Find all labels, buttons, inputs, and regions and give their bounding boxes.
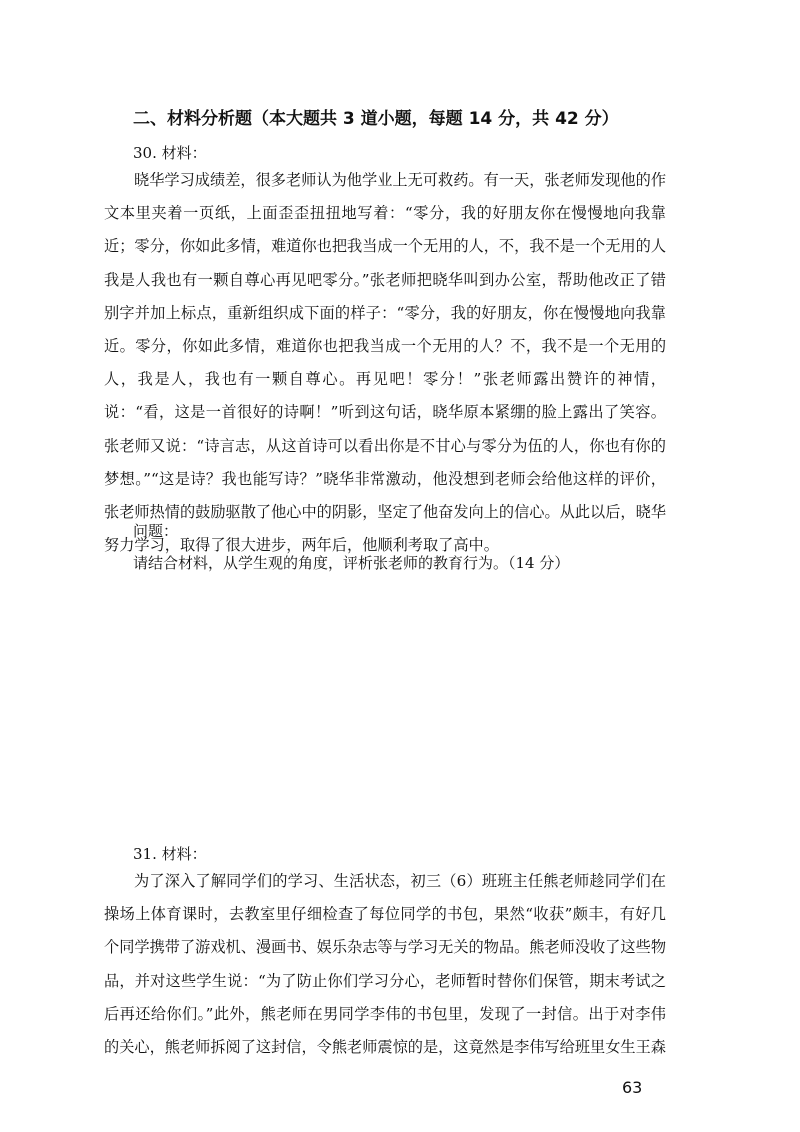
question-30-problem: 请结合材料，从学生观的角度，评析张老师的教育行为。（14 分） bbox=[133, 554, 570, 572]
question-30-label: 30. 材料： bbox=[133, 144, 207, 162]
question-30-problem-label: 问题： bbox=[133, 522, 179, 540]
question-31-label: 31. 材料： bbox=[133, 845, 207, 863]
question-31-material: 为了深入了解同学们的学习、生活状态，初三（6）班班主任熊老师趁同学们在操场上体育课时，去教室里仔细检查了每位同学的书包，果然“收获”颇丰，有好几个同学携带了游戏机、漫画书、娱乐杂志等与学习无关的物品。熊老师没收了这些物品，并对这些学生说：“为了防止你们学习分心，老师暂时替你们保管，期末考试之后再还给你们。”此外，熊老师在男同学李伟的书包里，发现了一封信。出于对李伟的关心，熊老师拆阅了这封信，令熊老师震惊的是，这竟然是李伟写给班里女生王森 bbox=[104, 872, 666, 1057]
page-number: 63 bbox=[622, 1078, 643, 1097]
section-heading: 二、材料分析题（本大题共 3 道小题，每题 14 分，共 42 分） bbox=[133, 109, 619, 129]
question-30-material: 晓华学习成绩差，很多老师认为他学业上无可救药。有一天，张老师发现他的作文本里夹着一页纸，上面歪歪扭扭地写着：“零分，我的好朋友你在慢慢地向我靠近；零分，你如此多情，难道你也把我当成一个无用的人，不，我不是一个无用的人我是人我也有一颗自尊心再见吧零分。”张老师把晓华叫到办公室，帮助他改正了错别字并加上标点，重新组织成下面的样子：“零分，我的好朋友，你在慢慢地向我靠近。零分，你如此多情，难道你也把我当成一个无用的人？不，我不是一个无用的人，我是人，我也有一颗自尊心。再见吧！零分！”张老师露出赞许的神情，说：“看，这是一首很好的诗啊！”听到这句话，晓华原本紧绷的脸上露出了笑容。张老师又说：“诗言志，从这首诗可以看出你是不甘心与零分为伍的人，你也有你的梦想。”“这是诗？我也能写诗？”晓华非常激动，他没想到老师会给他这样的评价，张老师热情的鼓励驱散了他心中的阴影，坚定了他奋发向上的信心。从此以后，晓华努力学习，取得了很大进步，两年后，他顺利考取了高中。 bbox=[104, 171, 666, 555]
